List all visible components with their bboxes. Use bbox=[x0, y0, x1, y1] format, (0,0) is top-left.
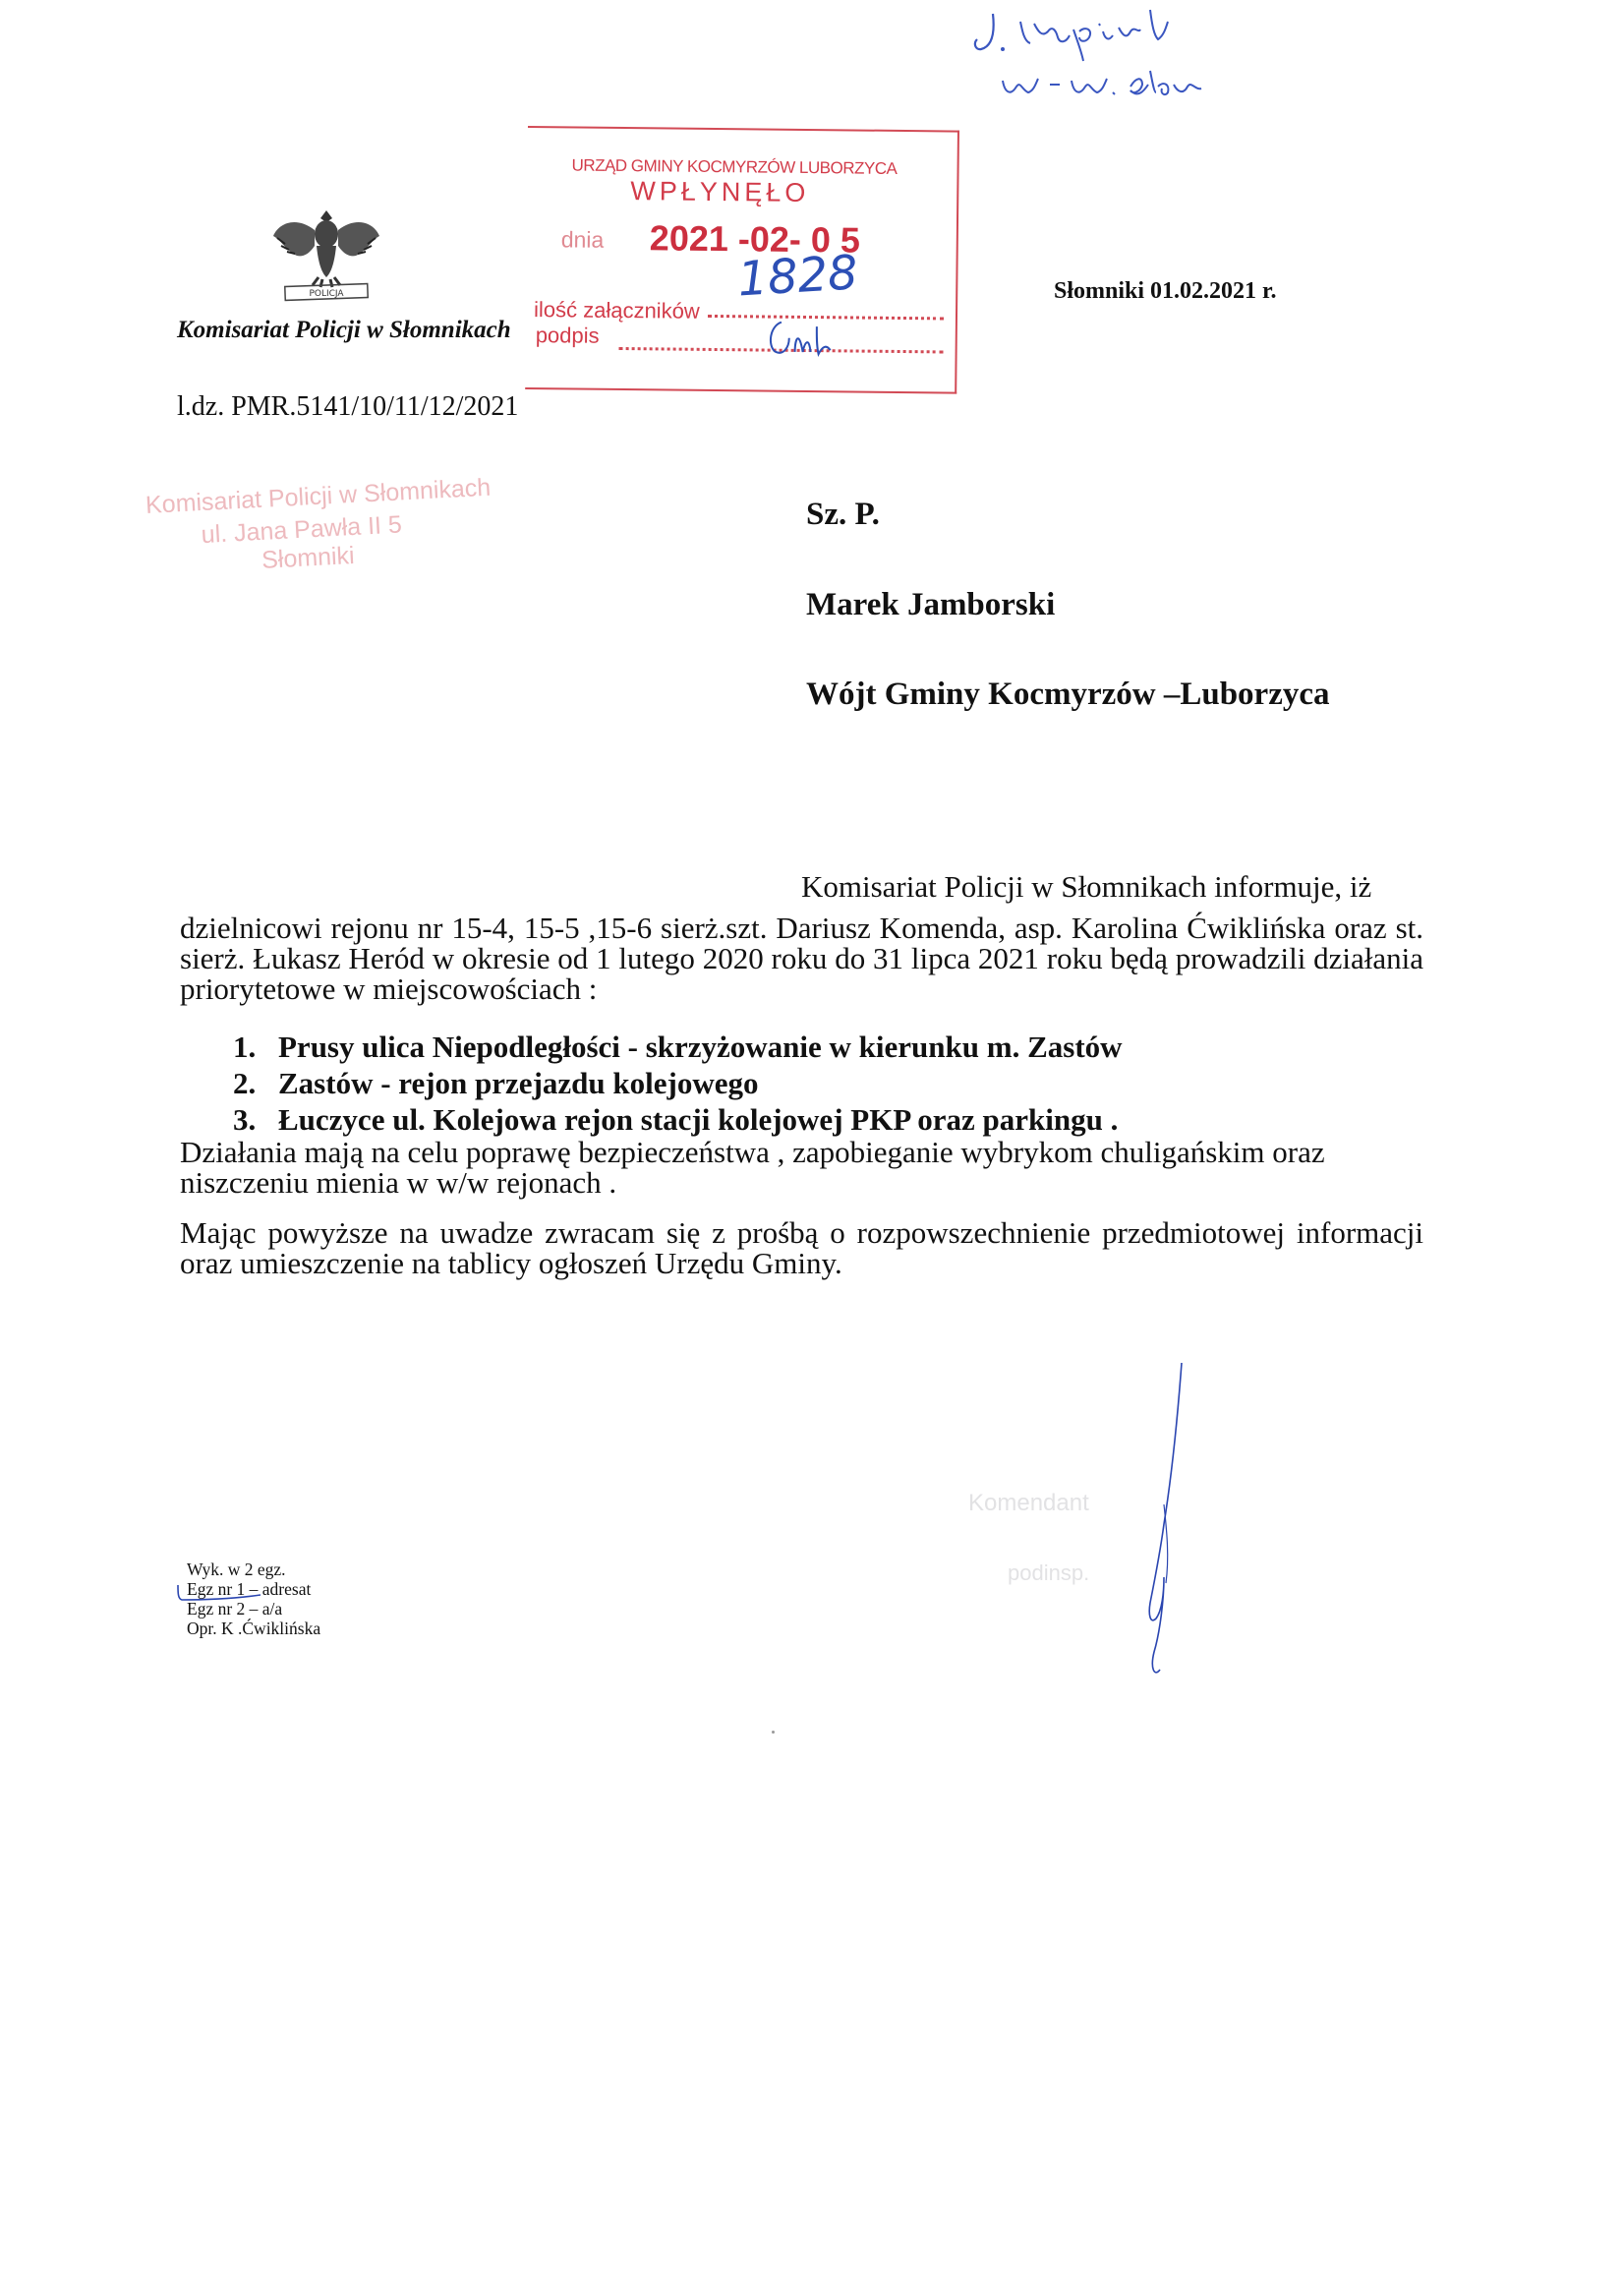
list-item-number: 3. bbox=[233, 1102, 257, 1137]
stamp-handwritten-number: 1828 bbox=[735, 245, 860, 308]
addressee-title: Wójt Gminy Kocmyrzów –Luborzyca bbox=[806, 677, 1330, 712]
sender-stamp-line3: Słomniki bbox=[261, 541, 356, 574]
body-request: Mając powyższe na uwadze zwracam się z prośbą o rozpowszechnienie przedmiotowej informacji oraz umieszczenie na tablicy ogłoszeń Urzędu Gminy. bbox=[180, 1215, 1423, 1280]
police-unit-name: Komisariat Policji w Słomnikach bbox=[177, 317, 511, 343]
signature-stamp-line2: podinsp. bbox=[1008, 1560, 1090, 1585]
list-item-text: Zastów - rejon przejazdu kolejowego bbox=[278, 1066, 759, 1100]
list-item-text: Łuczyce ul. Kolejowa rejon stacji kolejowej PKP oraz parkingu . bbox=[278, 1102, 1119, 1137]
list-item-number: 1. bbox=[233, 1030, 257, 1064]
stamp-initials-signature bbox=[762, 313, 841, 363]
incoming-stamp bbox=[525, 126, 959, 394]
sender-stamp-line1: Komisariat Policji w Słomnikach bbox=[145, 473, 492, 519]
sender-stamp-line2: ul. Jana Pawła II 5 bbox=[201, 510, 403, 550]
stamp-attachments-label: ilość załączników bbox=[533, 297, 700, 324]
sender-stamp bbox=[145, 472, 523, 600]
body-intro-lead: Komisariat Policji w Słomnikach informuje, iż bbox=[801, 869, 1372, 904]
list-item-text: Prusy ulica Niepodległości - skrzyżowanie w kierunku m. Zastów bbox=[278, 1030, 1123, 1064]
copies-line3: Egz nr 2 – a/a bbox=[187, 1599, 283, 1619]
scan-speck bbox=[772, 1731, 775, 1734]
priority-locations-list bbox=[233, 1029, 1123, 1138]
stamp-date-label: dnia bbox=[560, 226, 605, 253]
stamp-signature-label: podpis bbox=[535, 323, 600, 348]
stamp-received: WPŁYNĘŁO bbox=[630, 176, 810, 208]
list-item bbox=[233, 1101, 1123, 1138]
stamp-office: URZĄD GMINY KOCMYRZÓW LUBORZYCA bbox=[571, 155, 898, 178]
addressee-name: Marek Jamborski bbox=[806, 587, 1056, 622]
stamp-date-value: 2021 -02- 0 5 bbox=[649, 217, 861, 261]
eagle-emblem-icon bbox=[267, 197, 385, 310]
addressee-salutation: Sz. P. bbox=[806, 497, 880, 532]
list-item bbox=[233, 1029, 1123, 1065]
copies-line4: Opr. K .Ćwiklińska bbox=[187, 1619, 321, 1638]
body-goal: Działania mają na celu poprawę bezpieczeństwa , zapobieganie wybrykom chuligańskim oraz niszczeniu mienia w w/w rejonach . bbox=[180, 1135, 1325, 1200]
signature-stamp-line1: Komendant bbox=[968, 1490, 1089, 1516]
signature bbox=[1121, 1357, 1209, 1681]
list-item-number: 2. bbox=[233, 1066, 257, 1100]
body-intro: dzielnicowi rejonu nr 15-4, 15-5 ,15-6 sierż.szt. Dariusz Komenda, asp. Karolina Ćwiklińska oraz st. sierż. Łukasz Heród w okresie od 1 lutego 2020 roku do 31 lipca 2021 roku będą prowadzili działania priorytetowe w miejscowościach : bbox=[180, 911, 1423, 1006]
handwritten-note bbox=[973, 2, 1278, 110]
copies-line2: Egz nr 1 – adresat bbox=[187, 1579, 312, 1599]
reference-number: l.dz. PMR.5141/10/11/12/2021 bbox=[177, 391, 519, 422]
copies-line1: Wyk. w 2 egz. bbox=[187, 1560, 286, 1579]
place-date: Słomniki 01.02.2021 r. bbox=[1054, 278, 1277, 304]
list-item bbox=[233, 1065, 1123, 1101]
emblem-label: POLICJA bbox=[309, 289, 344, 299]
copy-underline-mark bbox=[174, 1585, 262, 1603]
